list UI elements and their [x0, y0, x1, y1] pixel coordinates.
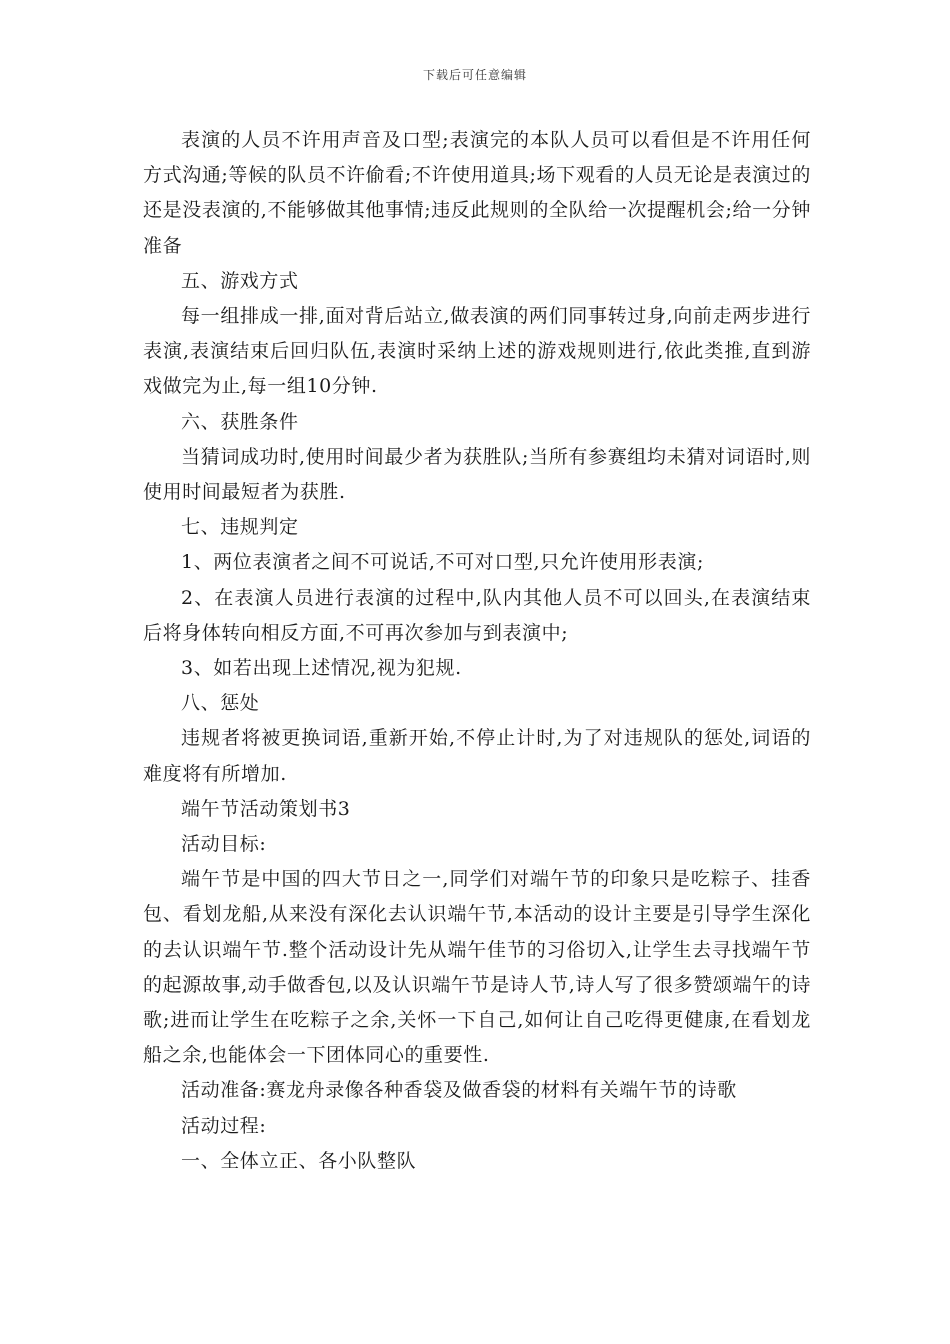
paragraph-game-method: 每一组排成一排,面对背后站立,做表演的两们同事转过身,向前走两步进行表演,表演结束后回归队伍,表演时采纳上述的游戏规则进行,依此类推,直到游戏做完为止,每一组10分钟.: [143, 305, 811, 398]
section-heading-game-method: 五、游戏方式: [181, 269, 299, 292]
section-heading-penalty: 八、惩处: [181, 692, 260, 715]
document-body: [143, 123, 811, 1179]
paragraph-activity-goal: 端午节是中国的四大节日之一,同学们对端午节的印象只是吃粽子、挂香包、看划龙船,从来没有深化去认识端午节,本活动的设计主要是引导学生深化的去认识端午节.整个活动设计先从端午佳节的习俗切入,让学生去寻找端午节的起源故事,动手做香包,以及认识端午节是诗人节,诗人写了很多赞颂端午的诗歌;进而让学生在吃粽子之余,关怀一下自己,如何让自己吃得更健康,在看划龙船之余,也能体会一下团体同心的重要性.: [143, 868, 811, 1067]
list-item-violation-2: 2、在表演人员进行表演的过程中,队内其他人员不可以回头,在表演结束后将身体转向相反方面,不可再次参加与到表演中;: [143, 586, 811, 644]
subheading-activity-process: 活动过程:: [181, 1114, 267, 1137]
list-item-process-1: 一、全体立正、各小队整队: [181, 1149, 417, 1172]
list-item-violation-1: 1、两位表演者之间不可说话,不可对口型,只允许使用形表演;: [181, 551, 704, 574]
subheading-activity-goal: 活动目标:: [181, 833, 267, 856]
section-heading-win-conditions: 六、获胜条件: [181, 410, 299, 433]
section-heading-violations: 七、违规判定: [181, 516, 299, 539]
paragraph-win-conditions: 当猜词成功时,使用时间最少者为获胜队;当所有参赛组均未猜对词语时,则使用时间最短者为获胜.: [143, 445, 811, 504]
document-section-title: 端午节活动策划书3: [181, 797, 351, 820]
paragraph-performance-rules: 表演的人员不许用声音及口型;表演完的本队人员可以看但是不许用任何方式沟通;等候的队员不许偷看;不许使用道具;场下观看的人员无论是表演过的还是没表演的,不能够做其他事情;违反此规则的全队给一次提醒机会;给一分钟准备: [143, 129, 811, 257]
paragraph-activity-preparation: 活动准备:赛龙舟录像各种香袋及做香袋的材料有关端午节的诗歌: [181, 1079, 737, 1102]
list-item-violation-3: 3、如若出现上述情况,视为犯规.: [181, 657, 462, 680]
paragraph-penalty: 违规者将被更换词语,重新开始,不停止计时,为了对违规队的惩处,词语的难度将有所增加.: [143, 727, 811, 785]
page-header: 下载后可任意编辑: [422, 68, 527, 82]
